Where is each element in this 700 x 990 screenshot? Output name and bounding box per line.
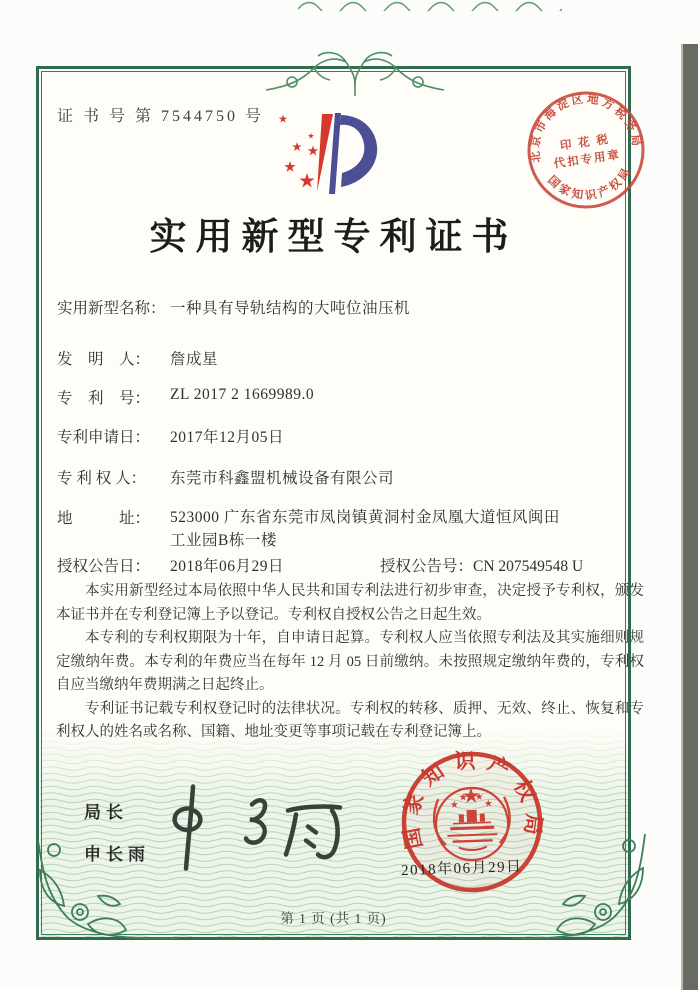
svg-text:北京市海淀区地方税务局 <box>521 84 643 163</box>
legal-text-block <box>56 580 644 745</box>
field-utility-model-name <box>57 296 410 318</box>
official-name: 申长雨 <box>84 845 150 864</box>
field-inventor <box>57 347 218 369</box>
page-number: 第 1 页 (共 1 页) <box>280 911 387 926</box>
field-label: 发 明 人： <box>57 351 151 368</box>
field-label: 实用新型名称： <box>57 300 166 317</box>
field-value: 詹成星 <box>170 351 219 368</box>
field-value: 2018年06月29日 <box>170 558 285 575</box>
tax-stamp-line1: 印 花 税 <box>559 133 611 153</box>
field-value: ZL 2017 2 1669989.0 <box>170 386 315 403</box>
legal-paragraph: 专利证书记载专利权登记时的法律状况。专利权的转移、质押、无效、终止、恢复和专利权人的姓名或名称、国籍、地址变更等事项记载在专利登记簿上。 <box>56 700 644 740</box>
field-grant-number <box>380 554 583 576</box>
field-value: 2017年12月05日 <box>170 429 285 446</box>
field-value: 东莞市科鑫盟机械设备有限公司 <box>170 470 395 487</box>
field-label: 授权公告日： <box>57 558 151 575</box>
tax-stamp-bottom-arc-text: 国家知识产权局 <box>545 164 635 203</box>
certificate-number: 证 书 号 第 7544750 号 <box>57 108 265 125</box>
legal-paragraph: 本实用新型经过本局依照中华人民共和国专利法进行初步审查，决定授予专利权，颁发本证书并在专利登记簿上予以登记。专利权自授权公告之日起生效。 <box>56 583 644 623</box>
field-value: 一种具有导轨结构的大吨位油压机 <box>170 300 411 317</box>
tax-office-stamp <box>511 75 660 224</box>
field-label: 专 利 权 人： <box>57 470 147 487</box>
scan-page-edge <box>681 44 698 990</box>
field-patentee <box>57 466 394 488</box>
field-label: 专 利 号： <box>57 390 151 407</box>
seal-agency-text: 国家知识产权局 <box>397 748 547 852</box>
cnipa-logo-icon <box>274 106 392 200</box>
field-label: 授权公告号： <box>380 558 474 575</box>
certificate-title: 实用新型专利证书 <box>149 217 518 258</box>
seal-date: 2018年06月29日 <box>400 858 523 880</box>
field-filing-date <box>57 425 284 447</box>
top-center-ornament <box>262 40 448 98</box>
legal-paragraph: 本专利的专利权期限为十年，自申请日起算。专利权人应当依照专利法及其实施细则规定缴纳年费。本专利的年费应当在每年 12 月 05 日前缴纳。未按照规定缴纳年费的，专利权自应当缴纳年费期满之日起终止。 <box>56 630 644 693</box>
field-grant-date <box>57 554 284 576</box>
field-address <box>57 506 568 552</box>
tax-stamp-line2: 代扣专用章 <box>553 149 622 171</box>
tax-stamp-graphic <box>511 75 660 224</box>
tax-stamp-top-arc-text: 北京市海淀区地方税务局 <box>529 93 643 164</box>
field-value: 523000 广东省东莞市凤岗镇黄洞村金凤凰大道恒风闽田工业园B栋一楼 <box>170 509 560 549</box>
cnipa-official-seal <box>383 733 561 911</box>
field-label: 地 址： <box>57 510 151 527</box>
official-title: 局长 <box>84 803 128 822</box>
field-label: 专利申请日： <box>57 429 151 446</box>
field-value: CN 207549548 U <box>473 558 584 575</box>
top-edge-ornament <box>298 0 562 11</box>
field-patent-number <box>57 386 314 408</box>
signature-shen-changyu <box>160 772 360 877</box>
